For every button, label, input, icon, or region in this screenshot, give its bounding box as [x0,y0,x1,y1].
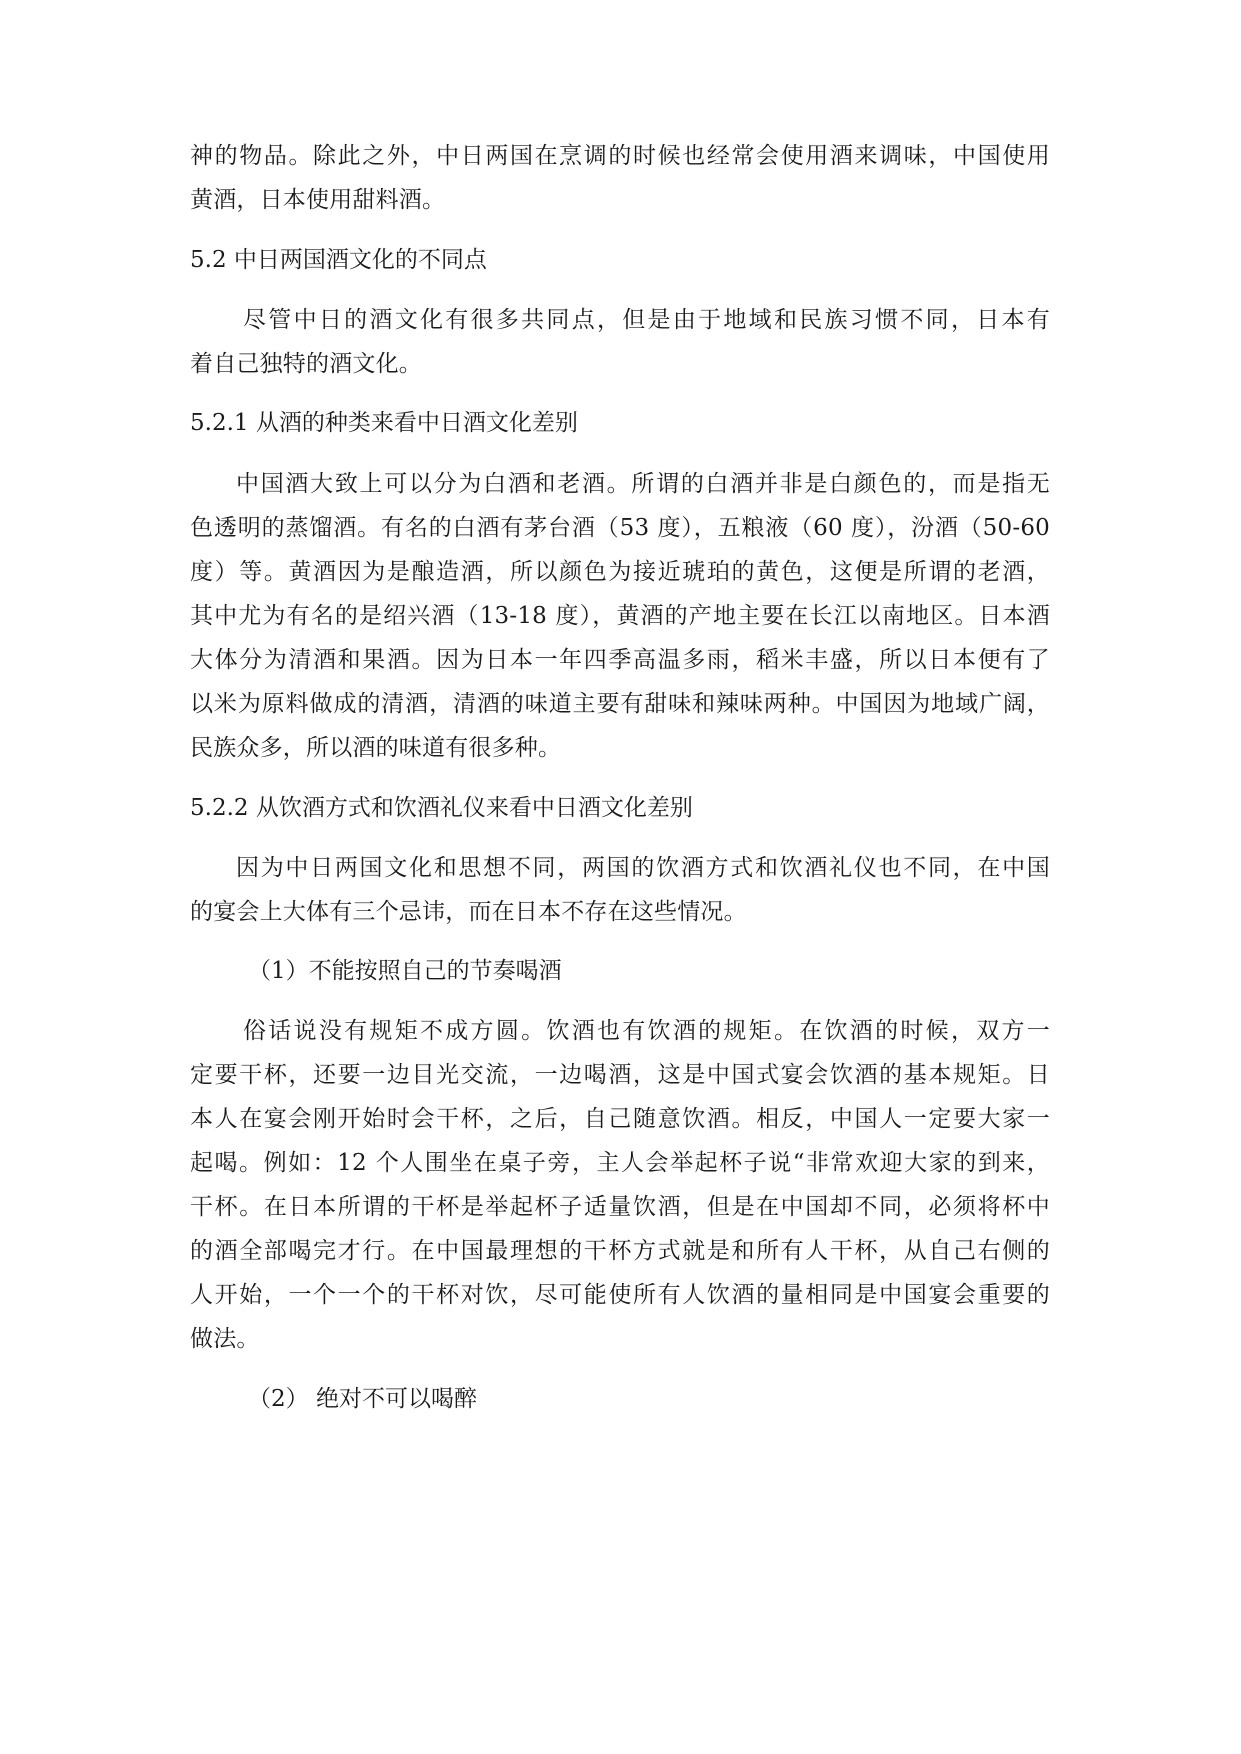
paragraph-line: 黄酒，日本使用甜料酒。 [190,187,446,213]
paragraph-line: 定要干杯，还要一边目光交流，一边喝酒，这是中国式宴会饮酒的基本规矩。日 [190,1062,1050,1088]
paragraph-line: 尽管中日的酒文化有很多共同点，但是由于地域和民族习惯不同，日本有 [243,307,1050,333]
paragraph-line: 着自己独特的酒文化。 [190,351,422,377]
paragraph-line: 大体分为清酒和果酒。因为日本一年四季高温多雨，稻米丰盛，所以日本便有了 [190,647,1050,673]
list-item-heading-2: （2） 绝对不可以喝醉 [248,1386,477,1412]
paragraph-line: 的酒全部喝完才行。在中国最理想的干杯方式就是和所有人干杯，从自己右侧的 [190,1238,1050,1264]
paragraph-line: 干杯。在日本所谓的干杯是举起杯子适量饮酒，但是在中国却不同，必须将杯中 [190,1194,1050,1220]
paragraph-line: 做法。 [190,1326,260,1352]
paragraph-line: 人开始，一个一个的干杯对饮，尽可能使所有人饮酒的量相同是中国宴会重要的 [190,1282,1050,1308]
list-item-heading-1: （1）不能按照自己的节奏喝酒 [248,958,562,984]
paragraph-line: 民族众多，所以酒的味道有很多种。 [190,735,562,761]
paragraph-line: 起喝。例如：12 个人围坐在桌子旁，主人会举起杯子说“非常欢迎大家的到来， [190,1150,1050,1176]
paragraph-line: 其中尤为有名的是绍兴酒（13-18 度），黄酒的产地主要在长江以南地区。日本酒 [190,603,1050,629]
paragraph-line: 因为中日两国文化和思想不同，两国的饮酒方式和饮酒礼仪也不同，在中国 [236,855,1050,881]
section-heading-5-2-2: 5.2.2 从饮酒方式和饮酒礼仪来看中日酒文化差别 [190,795,693,821]
paragraph-line: 神的物品。除此之外，中日两国在烹调的时候也经常会使用酒来调味，中国使用 [190,143,1050,169]
paragraph-line: 本人在宴会刚开始时会干杯，之后，自己随意饮酒。相反，中国人一定要大家一 [190,1106,1050,1132]
section-heading-5-2: 5.2 中日两国酒文化的不同点 [190,247,487,273]
paragraph-line: 以米为原料做成的清酒，清酒的味道主要有甜味和辣味两种。中国因为地域广阔， [190,691,1050,717]
section-heading-5-2-1: 5.2.1 从酒的种类来看中日酒文化差别 [190,410,578,436]
paragraph-line: 中国酒大致上可以分为白酒和老酒。所谓的白酒并非是白颜色的，而是指无 [236,471,1050,497]
paragraph-line: 俗话说没有规矩不成方圆。饮酒也有饮酒的规矩。在饮酒的时候，双方一 [243,1018,1050,1044]
paragraph-line: 的宴会上大体有三个忌讳，而在日本不存在这些情况。 [190,899,747,925]
paragraph-line: 色透明的蒸馏酒。有名的白酒有茅台酒（53 度），五粮液（60 度），汾酒（50-60 [190,515,1050,541]
paragraph-line: 度）等。黄酒因为是酿造酒，所以颜色为接近琥珀的黄色，这便是所谓的老酒， [190,559,1050,585]
